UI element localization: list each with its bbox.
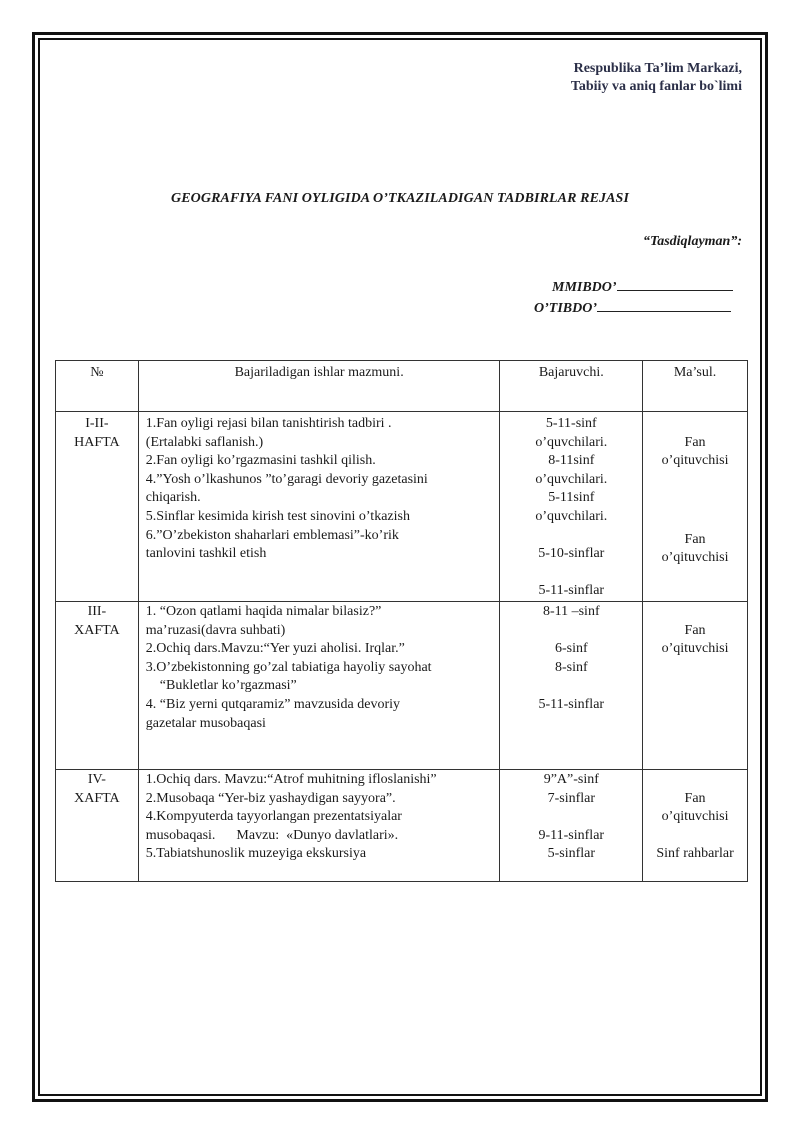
responsible-cell — [643, 769, 748, 881]
week-cell — [56, 412, 139, 602]
task-line: 2.Musobaqa “Yer-biz yashaydigan sayyora”. — [145, 790, 396, 806]
task-line: 3.O’zbekistonning go’zal tabiatiga hayoliy sayohat — [145, 659, 432, 675]
org-name: Respublika Ta’lim Markazi, — [573, 61, 742, 76]
task-line: tanlovini tashkil etish — [145, 546, 267, 562]
week-label: I-II- — [85, 416, 109, 431]
header-content: Bajariladigan ishlar mazmuni. — [138, 361, 500, 412]
week-label: XAFTA — [74, 622, 120, 638]
task-line: 1.Fan oyligi rejasi bilan tanishtirish tadbiri . — [145, 416, 392, 431]
task-line: (Ertalabki saflanish.) — [145, 434, 264, 450]
executor-cell — [500, 412, 643, 602]
executor-line: 5-11-sinflar — [538, 696, 605, 712]
approval-label: “Tasdiqlayman”: — [642, 234, 742, 249]
signature-label: O’TIBDO’ — [534, 301, 597, 316]
executor-cell — [500, 769, 643, 881]
table-row — [56, 412, 748, 602]
week-label: HAFTA — [74, 434, 120, 450]
week-cell — [56, 601, 139, 769]
executor-cell — [500, 601, 643, 769]
executor-line: 5-11sinf — [548, 490, 595, 506]
executor-line: o’quvchilari. — [535, 434, 608, 450]
executor-line: o’quvchilari. — [535, 508, 608, 524]
responsible-line: Fan — [684, 622, 706, 638]
responsible-line: o’qituvchisi — [661, 453, 729, 469]
task-line: 2.Ochiq dars.Mavzu:“Yer yuzi aholisi. Irqlar.” — [145, 641, 405, 657]
executor-line: o’quvchilari. — [535, 471, 608, 487]
week-label: III- — [87, 603, 107, 619]
executor-line: 5-11-sinflar — [538, 583, 605, 599]
responsible-line: Fan — [684, 790, 706, 806]
task-line: ma’ruzasi(davra suhbati) — [145, 622, 286, 638]
org-department: Tabiiy va aniq fanlar bo`limi — [570, 79, 742, 94]
week-cell — [56, 769, 139, 881]
task-line: “Bukletlar ko’rgazmasi” — [159, 678, 297, 694]
header-executor: Bajaruvchi. — [500, 361, 643, 412]
responsible-line: o’qituvchisi — [661, 550, 729, 566]
executor-line: 8-sinf — [554, 659, 588, 675]
task-line: chiqarish. — [145, 490, 201, 506]
events-plan-table — [55, 360, 748, 882]
organization-header — [571, 60, 742, 96]
week-label: IV- — [87, 771, 106, 787]
table-header-row — [56, 361, 748, 412]
tasks-cell — [138, 601, 500, 769]
week-label: XAFTA — [74, 790, 120, 806]
tasks-cell — [138, 412, 500, 602]
signature-line-mmibdo — [552, 276, 733, 296]
task-line: 5.Sinflar kesimida kirish test sinovini o’tkazish — [145, 508, 410, 524]
task-line: 4.Kompyuterda tayyorlangan prezentatsiyalar — [145, 809, 402, 825]
task-line: 4.”Yosh o’lkashunos ”to’garagi devoriy gazetasini — [145, 471, 428, 487]
executor-line: 5-10-sinflar — [538, 546, 605, 562]
task-line: 6.”O’zbekiston shaharlari emblemasi”-ko’rik — [145, 527, 399, 543]
signature-label: MMIBDO’ — [552, 280, 617, 295]
signature-blank — [617, 276, 733, 291]
responsible-cell — [643, 601, 748, 769]
executor-line: 5-sinflar — [547, 846, 596, 862]
responsible-cell — [643, 412, 748, 602]
task-line: 5.Tabiatshunoslik muzeyiga ekskursiya — [145, 846, 367, 862]
executor-line: 9”A”-sinf — [543, 771, 599, 787]
executor-line: 9-11-sinflar — [538, 827, 605, 843]
task-line: 1.Ochiq dars. Mavzu:“Atrof muhitning ifloslanishi” — [145, 771, 437, 787]
executor-line: 6-sinf — [554, 641, 588, 657]
executor-line: 8-11sinf — [548, 453, 595, 469]
task-line: musobaqasi. Mavzu: «Dunyo davlatlari». — [145, 827, 399, 843]
table-row — [56, 769, 748, 881]
executor-line: 8-11 –sinf — [542, 603, 600, 619]
tasks-cell — [138, 769, 500, 881]
responsible-line: Fan — [684, 531, 706, 547]
responsible-line: o’qituvchisi — [661, 641, 729, 657]
task-line: 4. “Biz yerni qutqaramiz” mavzusida devoriy — [145, 696, 401, 712]
document-title: GEOGRAFIYA FANI OYLIGIDA O’TKAZILADIGAN TADBIRLAR REJASI — [171, 191, 629, 206]
signature-blank — [597, 297, 731, 312]
table-row — [56, 601, 748, 769]
task-line: gazetalar musobaqasi — [145, 715, 266, 731]
header-number: № — [56, 361, 139, 412]
task-line: 2.Fan oyligi ko’rgazmasini tashkil qilish. — [145, 453, 376, 469]
responsible-line: Sinf rahbarlar — [656, 846, 734, 862]
signature-line-otibdo — [534, 297, 731, 317]
executor-line: 7-sinflar — [547, 790, 596, 806]
task-line: 1. “Ozon qatlami haqida nimalar bilasiz?” — [145, 603, 382, 619]
executor-line: 5-11-sinf — [545, 416, 597, 431]
responsible-line: o’qituvchisi — [661, 809, 729, 825]
responsible-line: Fan — [684, 434, 706, 450]
header-responsible: Ma’sul. — [643, 361, 748, 412]
